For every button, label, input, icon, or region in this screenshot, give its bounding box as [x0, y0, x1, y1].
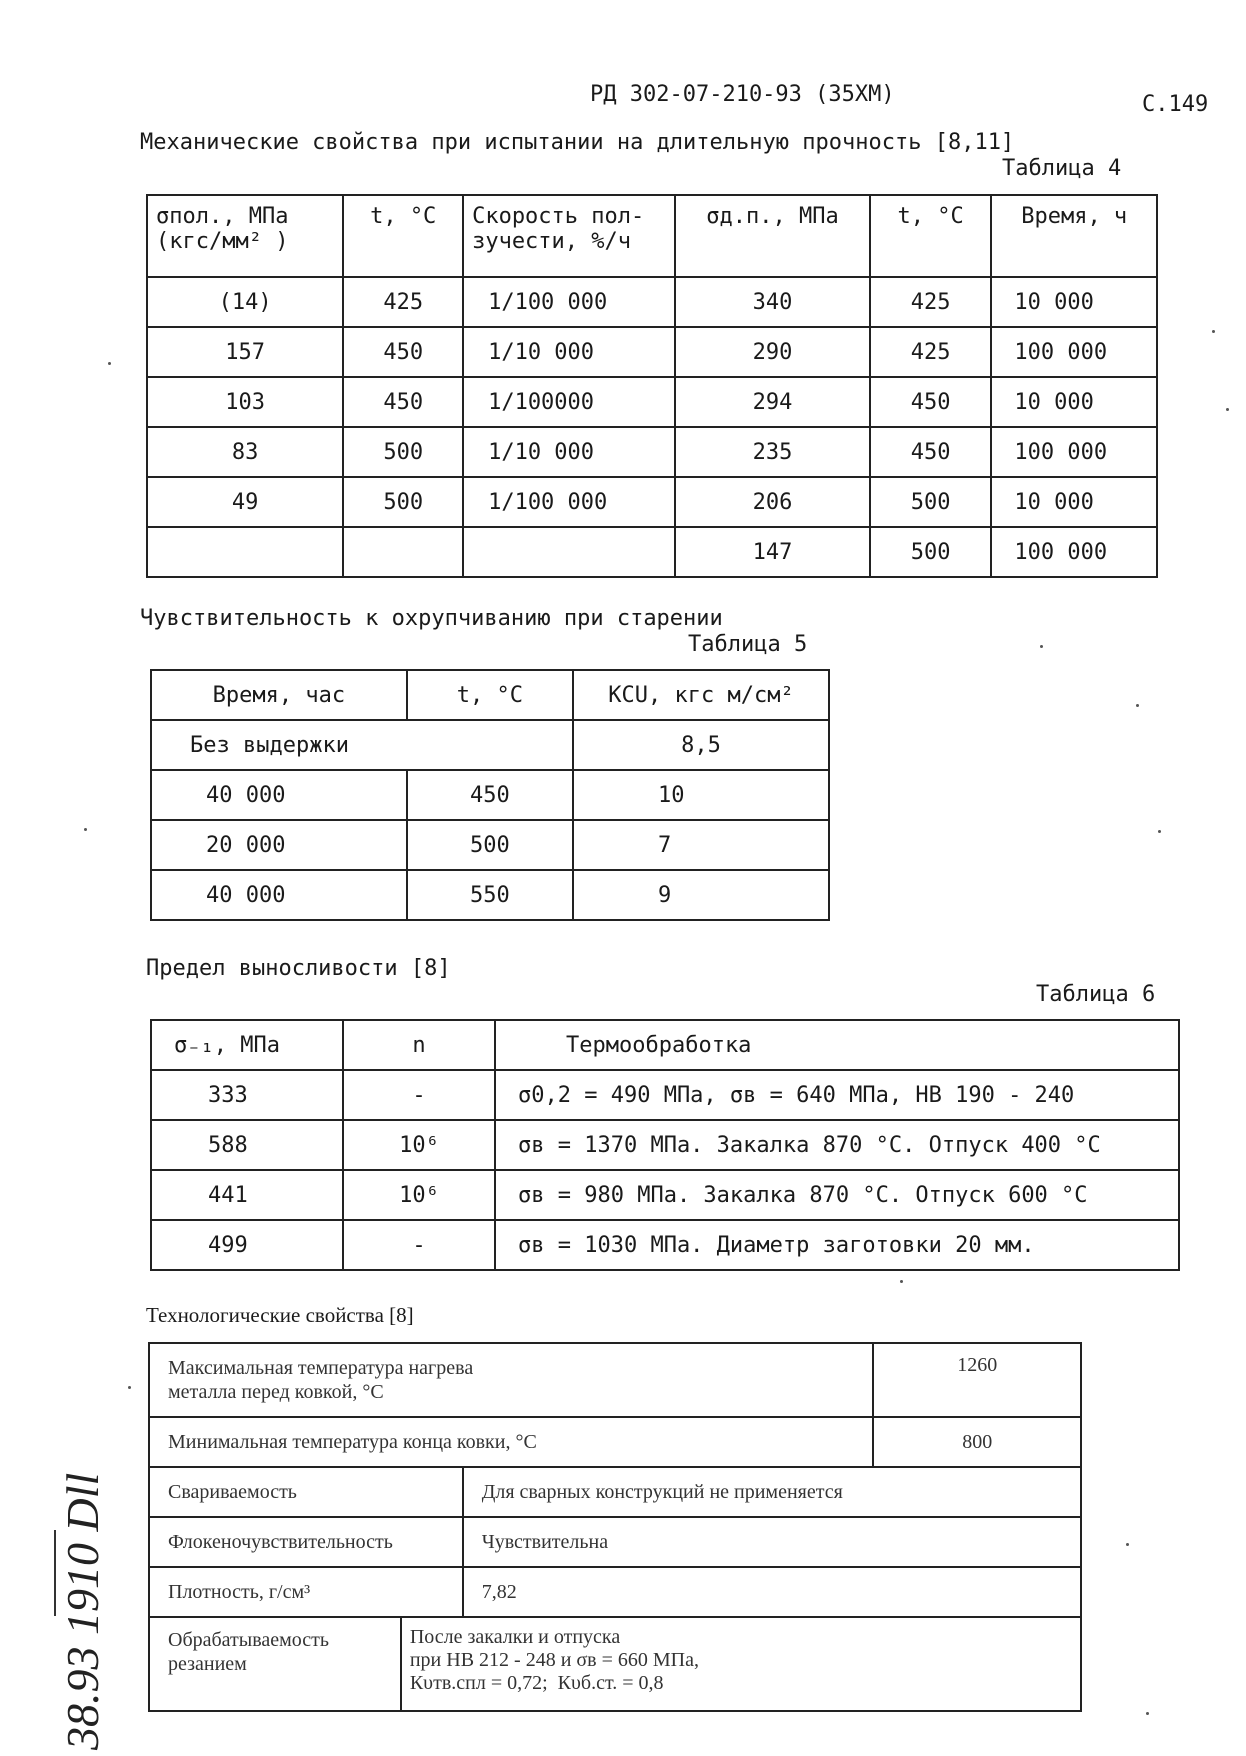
margin-line: [54, 1530, 56, 1616]
table5-label: Таблица 5: [688, 632, 808, 657]
scan-speck: [1136, 704, 1139, 707]
table-row: [147, 327, 1157, 377]
table4-header-row: [147, 195, 1157, 277]
table-row: [151, 720, 829, 770]
table-cell: σв = 980 МПа. Закалка 870 °С. Отпуск 600 °С: [495, 1170, 1179, 1220]
table-row: [147, 277, 1157, 327]
table-cell: 1260: [873, 1343, 1081, 1417]
table4-header-cell: t, °С: [870, 195, 992, 277]
table6-header-row: [151, 1020, 1179, 1070]
table-row: [149, 1467, 1081, 1517]
table-cell: 20 000: [151, 820, 407, 870]
scan-speck: [1040, 645, 1043, 648]
table-cell: Обрабатываемость резанием: [149, 1617, 401, 1711]
table-row: [151, 1220, 1179, 1270]
table4-title: Механические свойства при испытании на длительную прочность [8,11]: [140, 130, 1015, 155]
table-cell: 40 000: [151, 870, 407, 920]
table-cell: σв = 1030 МПа. Диаметр заготовки 20 мм.: [495, 1220, 1179, 1270]
table-row: [151, 1170, 1179, 1220]
table5: [150, 669, 830, 921]
table-cell: 800: [873, 1417, 1081, 1467]
table-cell: 500: [407, 820, 573, 870]
table7: [148, 1342, 1082, 1712]
table6-title: Предел выносливости [8]: [146, 956, 451, 981]
table-cell: 450: [870, 427, 992, 477]
table-cell: 103: [147, 377, 343, 427]
table-cell: 100 000: [991, 427, 1157, 477]
table4: [146, 194, 1158, 578]
table-cell: -: [343, 1070, 495, 1120]
table-cell: 290: [675, 327, 869, 377]
table-cell: Минимальная температура конца ковки, °С: [149, 1417, 873, 1467]
table6-header-cell: n: [343, 1020, 495, 1070]
table-cell: Без выдержки: [151, 720, 573, 770]
table-cell: 294: [675, 377, 869, 427]
table-cell: σв = 1370 МПа. Закалка 870 °С. Отпуск 400 °С: [495, 1120, 1179, 1170]
table-row: [149, 1617, 1081, 1711]
table-cell: 450: [343, 327, 463, 377]
table5-header-cell: t, °С: [407, 670, 573, 720]
table-cell: 100 000: [991, 527, 1157, 577]
table-cell: 425: [870, 277, 992, 327]
table-cell: 340: [675, 277, 869, 327]
scan-speck: [1226, 408, 1229, 411]
table-cell: [147, 527, 343, 577]
table4-header-cell: σд.п., МПа: [675, 195, 869, 277]
table-row: [149, 1567, 1081, 1617]
table-row: [147, 377, 1157, 427]
table-cell: [343, 527, 463, 577]
table7-title: Технологические свойства [8]: [146, 1303, 414, 1327]
table-cell: 450: [407, 770, 573, 820]
scan-speck: [1146, 1712, 1149, 1715]
table6: [150, 1019, 1180, 1271]
table-row: [151, 820, 829, 870]
scan-speck: [108, 362, 111, 365]
table-row: [147, 527, 1157, 577]
table4-header-cell: σпол., МПа (кгс/мм² ): [147, 195, 343, 277]
table-row: [151, 1070, 1179, 1120]
table-cell: После закалки и отпуска при НВ 212 - 248 и σв = 660 МПа, Кυтв.спл = 0,72; Кυб.ст. = 0,8: [401, 1617, 1081, 1711]
table-cell: 10 000: [991, 477, 1157, 527]
table-row: [147, 477, 1157, 527]
table-cell: σ0,2 = 490 МПа, σв = 640 МПа, НВ 190 - 240: [495, 1070, 1179, 1120]
scan-speck: [1126, 1543, 1129, 1546]
table-cell: 1/100000: [463, 377, 675, 427]
scan-speck: [1212, 330, 1215, 333]
table-cell: 425: [343, 277, 463, 327]
table-cell: 1/10 000: [463, 327, 675, 377]
table-cell: (14): [147, 277, 343, 327]
table5-title: Чувствительность к охрупчиванию при старении: [140, 606, 723, 631]
table-cell: 425: [870, 327, 992, 377]
table-cell: 441: [151, 1170, 343, 1220]
table5-header-row: [151, 670, 829, 720]
table-cell: 235: [675, 427, 869, 477]
handwritten-margin-note: 38.93 1910 Dll: [57, 1472, 108, 1750]
table-cell: Плотность, г/см³: [149, 1567, 463, 1617]
table-cell: [463, 527, 675, 577]
table-cell: 10 000: [991, 377, 1157, 427]
table-cell: 10⁶: [343, 1120, 495, 1170]
scan-speck: [900, 1280, 903, 1283]
table5-header-cell: KCU, кгс м/см²: [573, 670, 829, 720]
table-cell: 83: [147, 427, 343, 477]
table-cell: 450: [870, 377, 992, 427]
table5-header-cell: Время, час: [151, 670, 407, 720]
table4-label: Таблица 4: [1002, 156, 1122, 181]
table4-header-cell: Скорость пол- зучести, %/ч: [463, 195, 675, 277]
table-cell: 500: [870, 477, 992, 527]
scan-speck: [1158, 830, 1161, 833]
table-row: [147, 427, 1157, 477]
table-row: [149, 1343, 1081, 1417]
table-cell: 10⁶: [343, 1170, 495, 1220]
scan-speck: [84, 828, 87, 831]
table-cell: 500: [870, 527, 992, 577]
table-cell: 500: [343, 427, 463, 477]
table-cell: 10: [573, 770, 829, 820]
table-cell: 40 000: [151, 770, 407, 820]
table4-header-cell: t, °С: [343, 195, 463, 277]
table-cell: 8,5: [573, 720, 829, 770]
table-cell: Свариваемость: [149, 1467, 463, 1517]
table-row: [149, 1417, 1081, 1467]
table-cell: 1/100 000: [463, 277, 675, 327]
table-cell: Флокеночувствительность: [149, 1517, 463, 1567]
table-cell: 499: [151, 1220, 343, 1270]
table-cell: 333: [151, 1070, 343, 1120]
table-cell: Чувствительна: [463, 1517, 1081, 1567]
table-cell: Для сварных конструкций не применяется: [463, 1467, 1081, 1517]
table-cell: 7,82: [463, 1567, 1081, 1617]
document-id: РД 302-07-210-93 (35ХМ): [590, 82, 895, 107]
table6-label: Таблица 6: [1036, 982, 1156, 1007]
table-cell: 550: [407, 870, 573, 920]
table-row: [151, 770, 829, 820]
table6-header-cell: Термообработка: [495, 1020, 1179, 1070]
table-cell: 588: [151, 1120, 343, 1170]
table4-header-cell: Время, ч: [991, 195, 1157, 277]
table-cell: Максимальная температура нагрева металла перед ковкой, °С: [149, 1343, 873, 1417]
table-cell: 10 000: [991, 277, 1157, 327]
page-number: С.149: [1142, 92, 1209, 117]
table-cell: 157: [147, 327, 343, 377]
table-cell: 1/100 000: [463, 477, 675, 527]
table-row: [151, 870, 829, 920]
table-cell: 206: [675, 477, 869, 527]
table-cell: 7: [573, 820, 829, 870]
table-cell: 450: [343, 377, 463, 427]
table-cell: 500: [343, 477, 463, 527]
table-cell: 1/10 000: [463, 427, 675, 477]
scan-speck: [128, 1386, 131, 1389]
table-cell: -: [343, 1220, 495, 1270]
table-cell: 100 000: [991, 327, 1157, 377]
table-row: [149, 1517, 1081, 1567]
table6-header-cell: σ₋₁, МПа: [151, 1020, 343, 1070]
table-cell: 9: [573, 870, 829, 920]
table-row: [151, 1120, 1179, 1170]
table-cell: 147: [675, 527, 869, 577]
table-cell: 49: [147, 477, 343, 527]
